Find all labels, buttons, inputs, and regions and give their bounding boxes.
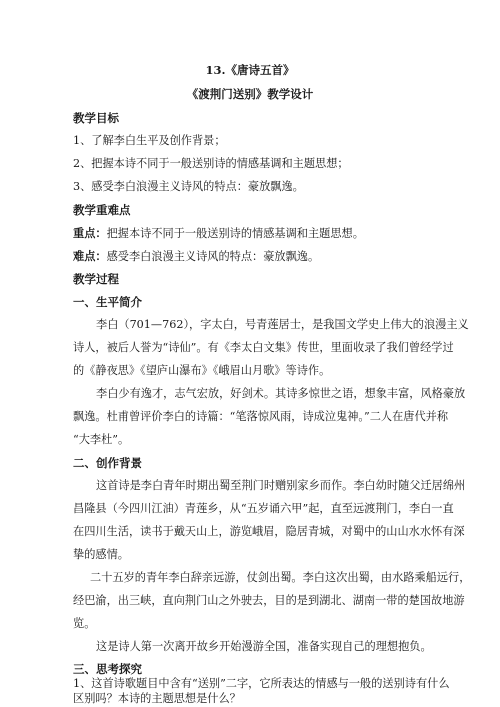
part1-heading: 一、生平简介	[73, 295, 142, 309]
difficult-point	[73, 248, 319, 265]
paragraph-line: 经巴渝，出三峡，直向荆门山之外驶去，目的是到湖北、湖南一带的楚国故地游	[73, 594, 465, 607]
difficult-point-text: 感受李白浪漫主义诗风的特点：豪放飘逸。	[106, 250, 320, 263]
paragraph-line: 诗人，被后人誉为“诗仙”。有《李太白文集》传世，里面收录了我们曾经学过	[73, 341, 454, 354]
goals-heading: 教学目标	[73, 111, 119, 125]
key-point-text: 把握本诗不同于一般送别诗的情感基调和主题思想。	[106, 227, 364, 240]
paragraph-line: 飘逸。杜甫曾评价李白的诗篇：“笔落惊风雨，诗成泣鬼神。”二人在唐代并称	[73, 410, 449, 423]
question-line: 1、这首诗歌题目中含有“送别”二字，它所表达的情感与一般的送别诗有什么	[73, 677, 450, 690]
keypoints-heading: 教学重难点	[73, 203, 131, 217]
paragraph-line: 昌隆县（今四川江油）青莲乡，从“五岁诵六甲”起，直至远渡荆门，李白一直	[73, 502, 454, 515]
paragraph-line: 的《静夜思》《望庐山瀑布》《峨眉山月歌》等诗作。	[73, 364, 331, 377]
lesson-number-title: 13.《唐诗五首》	[205, 63, 295, 77]
paragraph-line: “大李杜”。	[73, 433, 130, 446]
paragraph-line: 李白（701—762），字太白，号青莲居士，是我国文学史上伟大的浪漫主义	[96, 318, 469, 331]
lesson-subtitle: 《渡荆门送别》教学设计	[186, 87, 314, 101]
paragraph-line: 二十五岁的青年李白辞亲远游，仗剑出蜀。李白这次出蜀，由水路乘船远行，	[90, 571, 471, 584]
key-point-label: 重点：	[73, 226, 107, 240]
paragraph-line: 在四川生活，读书于戴天山上，游览峨眉，隐居青城，对蜀中的山山水水怀有深	[73, 525, 465, 538]
paragraph-line: 览。	[73, 617, 96, 630]
process-heading: 教学过程	[73, 272, 119, 286]
paragraph-line: 挚的感情。	[73, 548, 129, 561]
part3-heading: 三、思考探究	[73, 662, 142, 676]
question-line: 区别吗？本诗的主题思想是什么？	[73, 692, 241, 705]
paragraph-line: 李白少有逸才，志气宏放，好剑术。其诗多惊世之语，想象丰富，风格豪放	[96, 387, 466, 400]
paragraph-line: 这首诗是李白青年时期出蜀至荆门时赠别家乡而作。李白幼时随父迁居绵州	[96, 479, 466, 492]
goal-item-1: 1、了解李白生平及创作背景；	[73, 134, 226, 147]
goal-item-3: 3、感受李白浪漫主义诗风的特点：豪放飘逸。	[73, 180, 304, 193]
part2-heading: 二、创作背景	[73, 456, 142, 470]
key-point	[73, 225, 364, 242]
difficult-point-label: 难点：	[73, 249, 107, 263]
paragraph-line: 这是诗人第一次离开故乡开始漫游全国，准备实现自己的理想抱负。	[96, 640, 432, 653]
goal-item-2: 2、把握本诗不同于一般送别诗的情感基调和主题思想；	[73, 157, 349, 170]
